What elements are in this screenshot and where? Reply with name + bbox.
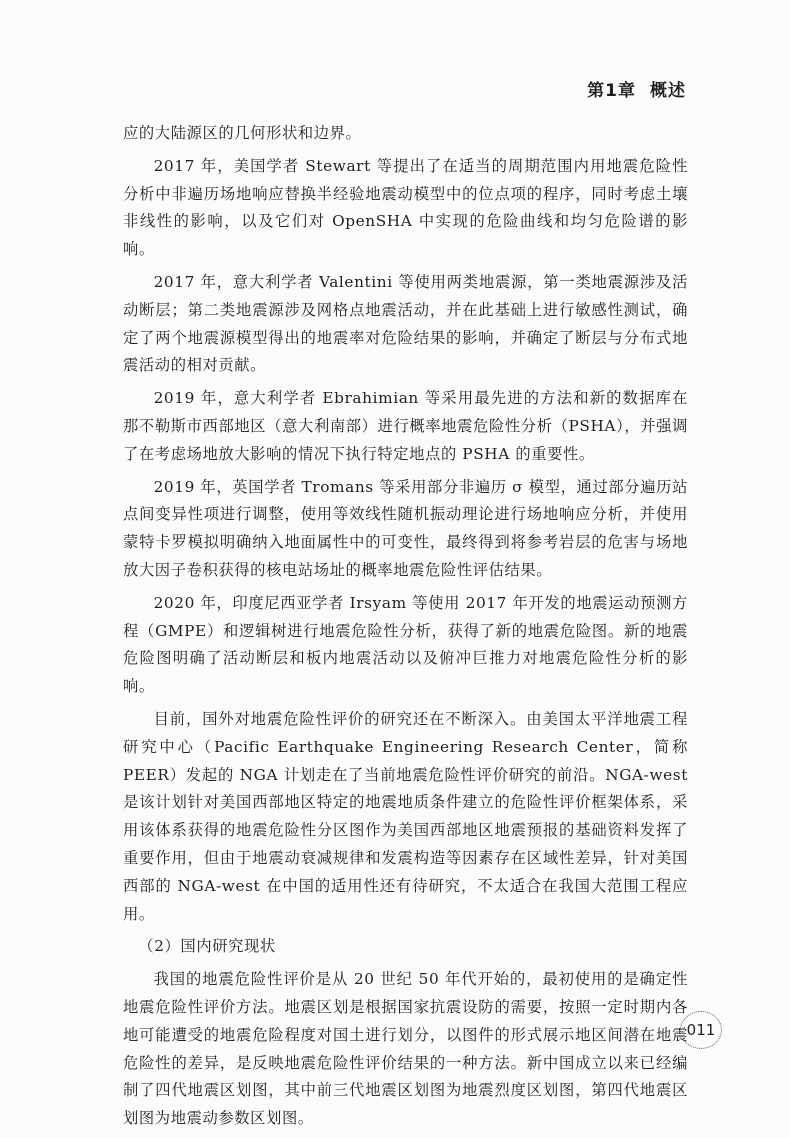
page-number: 011 [680, 1011, 722, 1049]
paragraph: 我国的地震危险性评价是从 20 世纪 50 年代开始的，最初使用的是确定性地震危险性评价方法。地震区划是根据国家抗震设防的需要，按照一定时期内各地可能遭受的地震危险程度对国土进行划分，以图件的形式展示地区间潜在地震危险性的差异，是反映地震危险性评价结果的一种方法。新中国成立以来已经编制了四代地震区划图，其中前三代地震区划图为地震烈度区划图，第四代地震区划图为地震动参数区划图。 [123, 970, 688, 1128]
paragraph-continuation: 应的大陆源区的几何形状和边界。 [123, 124, 362, 142]
paragraph: 2017 年，美国学者 Stewart 等提出了在适当的周期范围内用地震危险性分析中非遍历场地响应替换半经验地震动模型中的位点项的程序，同时考虑土壤非线性的影响，以及它们对 OpenSHA 中实现的危险曲线和均匀危险谱的影响。 [123, 156, 688, 259]
paragraph: 2019 年，英国学者 Tromans 等采用部分非遍历 σ 模型，通过部分遍历站点间变异性项进行调整，使用等效线性随机振动理论进行场地响应分析，并使用蒙特卡罗模拟明确纳入地面属性中的可变性，最终得到将参考岩层的危害与场地放大因子卷积获得的核电站场址的概率地震危险性评估结果。 [123, 477, 688, 579]
paragraph: 2020 年，印度尼西亚学者 Irsyam 等使用 2017 年开发的地震运动预测方程（GMPE）和逻辑树进行地震危险性分析，获得了新的地震危险图。新的地震危险图明确了活动断层和板内地震活动以及俯冲巨推力对地震危险性分析的影响。 [123, 593, 688, 696]
body-text [123, 120, 688, 1138]
chapter-header [587, 76, 686, 101]
section-subheading: （2）国内研究现状 [138, 937, 276, 956]
chapter-title: 概述 [650, 81, 686, 101]
paragraph: 2017 年，意大利学者 Valentini 等使用两类地震源，第一类地震源涉及活动断层；第二类地震源涉及网格点地震活动，并在此基础上进行敏感性测试，确定了两个地震源模型得出的地震率对危险结果的影响，并确定了断层与分布式地震活动的相对贡献。 [123, 272, 688, 375]
paragraph: 目前，国外对地震危险性评价的研究还在不断深入。由美国太平洋地震工程研究中心（Pacific Earthquake Engineering Research Center，简称 PEER）发起的 NGA 计划走在了当前地震危险性评价研究的前沿。NGA-west 是该计划针对美国西部地区特定的地震地质条件建立的危险性评价框架体系，采用该体系获得的地震危险性分区图作为美国西部地区地震预报的基础资料发挥了重要作用，但由于地震动衰减规律和发震构造等因素存在区域性差异，针对美国西部的 NGA-west 在中国的适用性还有待研究，不太适合在我国大范围工程应用。 [123, 709, 688, 923]
chapter-number: 第1章 [587, 81, 636, 101]
paragraph: 2019 年，意大利学者 Ebrahimian 等采用最先进的方法和新的数据库在那不勒斯市西部地区（意大利南部）进行概率地震危险性分析（PSHA），并强调了在考虑场地放大影响的情况下执行特定地点的 PSHA 的重要性。 [123, 389, 688, 463]
